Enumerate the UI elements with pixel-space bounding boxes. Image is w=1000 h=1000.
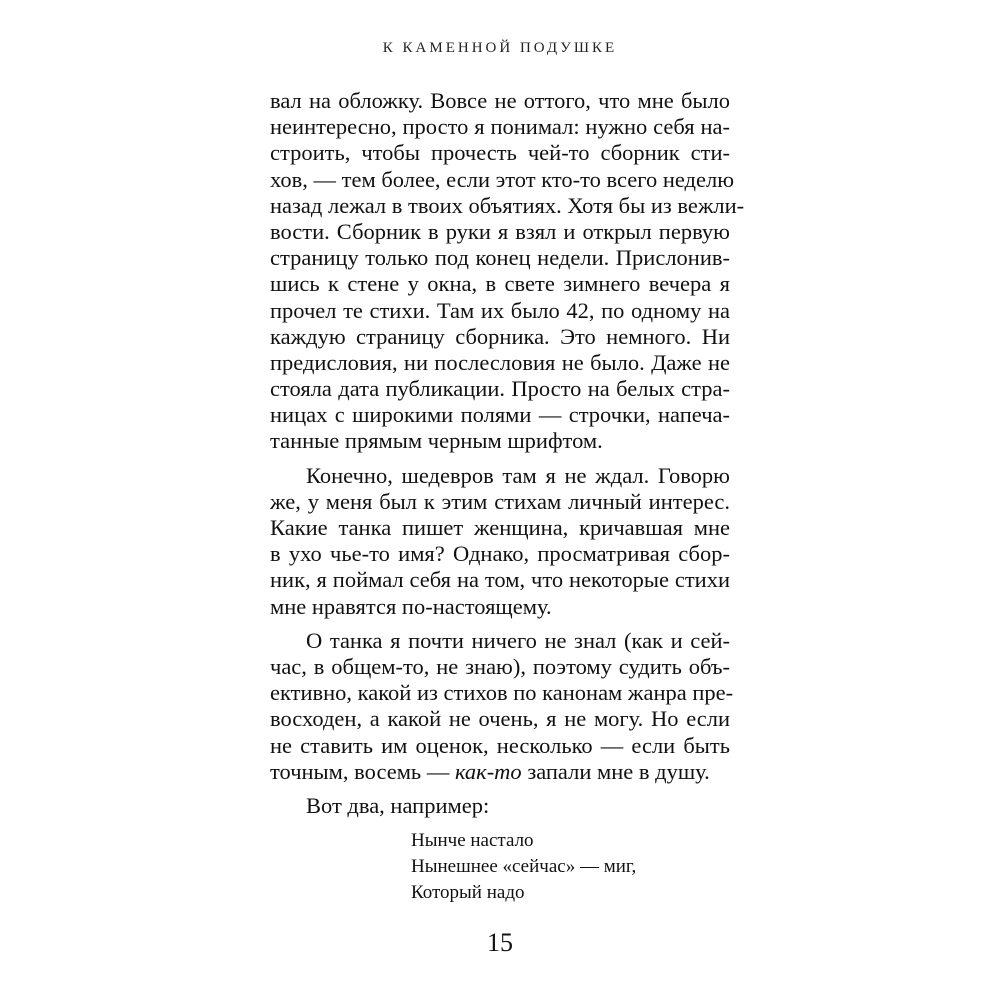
text-line: вости. Сборник в руки я взял и открыл первую: [270, 218, 730, 244]
text-line: в ухо чье-то имя? Однако, просматривая сбор-: [270, 541, 730, 567]
italic-emphasis: как-то: [454, 758, 522, 784]
paragraph-1: [270, 88, 745, 455]
text-line: Какие танка пишет женщина, кричавшая мне: [270, 515, 730, 540]
text-fragment: точным, восемь —: [270, 758, 455, 784]
text-line: Конечно, шедевров там я не ждал. Говорю: [306, 462, 730, 488]
paragraph-4: [270, 793, 730, 819]
body-text: [270, 88, 745, 819]
text-line: не ставить им оценок, несколько — если быть: [270, 732, 730, 758]
text-line: каждую страницу сборника. Это немного. Ни: [270, 323, 730, 349]
page-number: 15: [487, 928, 513, 957]
text-line: страницу только под конец недели. Прислонив-: [270, 245, 730, 271]
tanka-poem: [411, 828, 636, 906]
text-line: час, в общем-то, не знаю), поэтому судить объ-: [270, 653, 730, 679]
text-line: мне нравятся по-настоящему.: [270, 593, 552, 619]
text-line: предисловия, ни послесловия не было. Даже не: [270, 349, 730, 375]
poem-line: Нынешнее «сейчас» — миг,: [411, 856, 637, 877]
text-line: [270, 759, 730, 785]
paragraph-3: [270, 627, 734, 785]
text-line: Вот два, например:: [306, 792, 490, 818]
text-line: восходен, а какой не очень, я не могу. Но если: [270, 706, 730, 732]
text-line: неинтересно, просто я понимал: нужно себя на-: [270, 114, 730, 140]
text-line: же, у меня был к этим стихам личный интерес.: [270, 488, 730, 514]
text-fragment: запали мне в душу.: [521, 758, 710, 784]
poem-line: Который надо: [411, 882, 525, 903]
text-line: вал на обложку. Вовсе не оттого, что мне было: [270, 88, 730, 113]
paragraph-2: [270, 463, 730, 620]
text-line: шись к стене у окна, в свете зимнего вечера я: [270, 271, 730, 297]
text-line: стояла дата публикации. Просто на белых стра-: [270, 376, 730, 402]
text-line: прочел те стихи. Там их было 42, по одному на: [270, 297, 730, 323]
text-line: ницах с широкими полями — строчки, напеча-: [270, 402, 730, 428]
text-line: ективно, какой из стихов по канонам жанра пре-: [270, 680, 734, 706]
running-head: К КАМЕННОЙ ПОДУШКЕ: [382, 40, 618, 56]
text-line: хов, — тем более, если этот кто-то всего неделю: [270, 166, 735, 192]
text-line: О танка я почти ничего не знал (как и сей-: [306, 627, 730, 653]
text-line: строить, чтобы прочесть чей-то сборник сти-: [270, 140, 730, 166]
text-line: ник, я поймал себя на том, что некоторые стихи: [270, 567, 730, 593]
poem-line: Нынче настало: [411, 830, 534, 851]
text-line: назад лежал в твоих объятиях. Хотя бы из вежли-: [270, 192, 745, 218]
text-line: танные прямым черным шрифтом.: [270, 428, 603, 454]
